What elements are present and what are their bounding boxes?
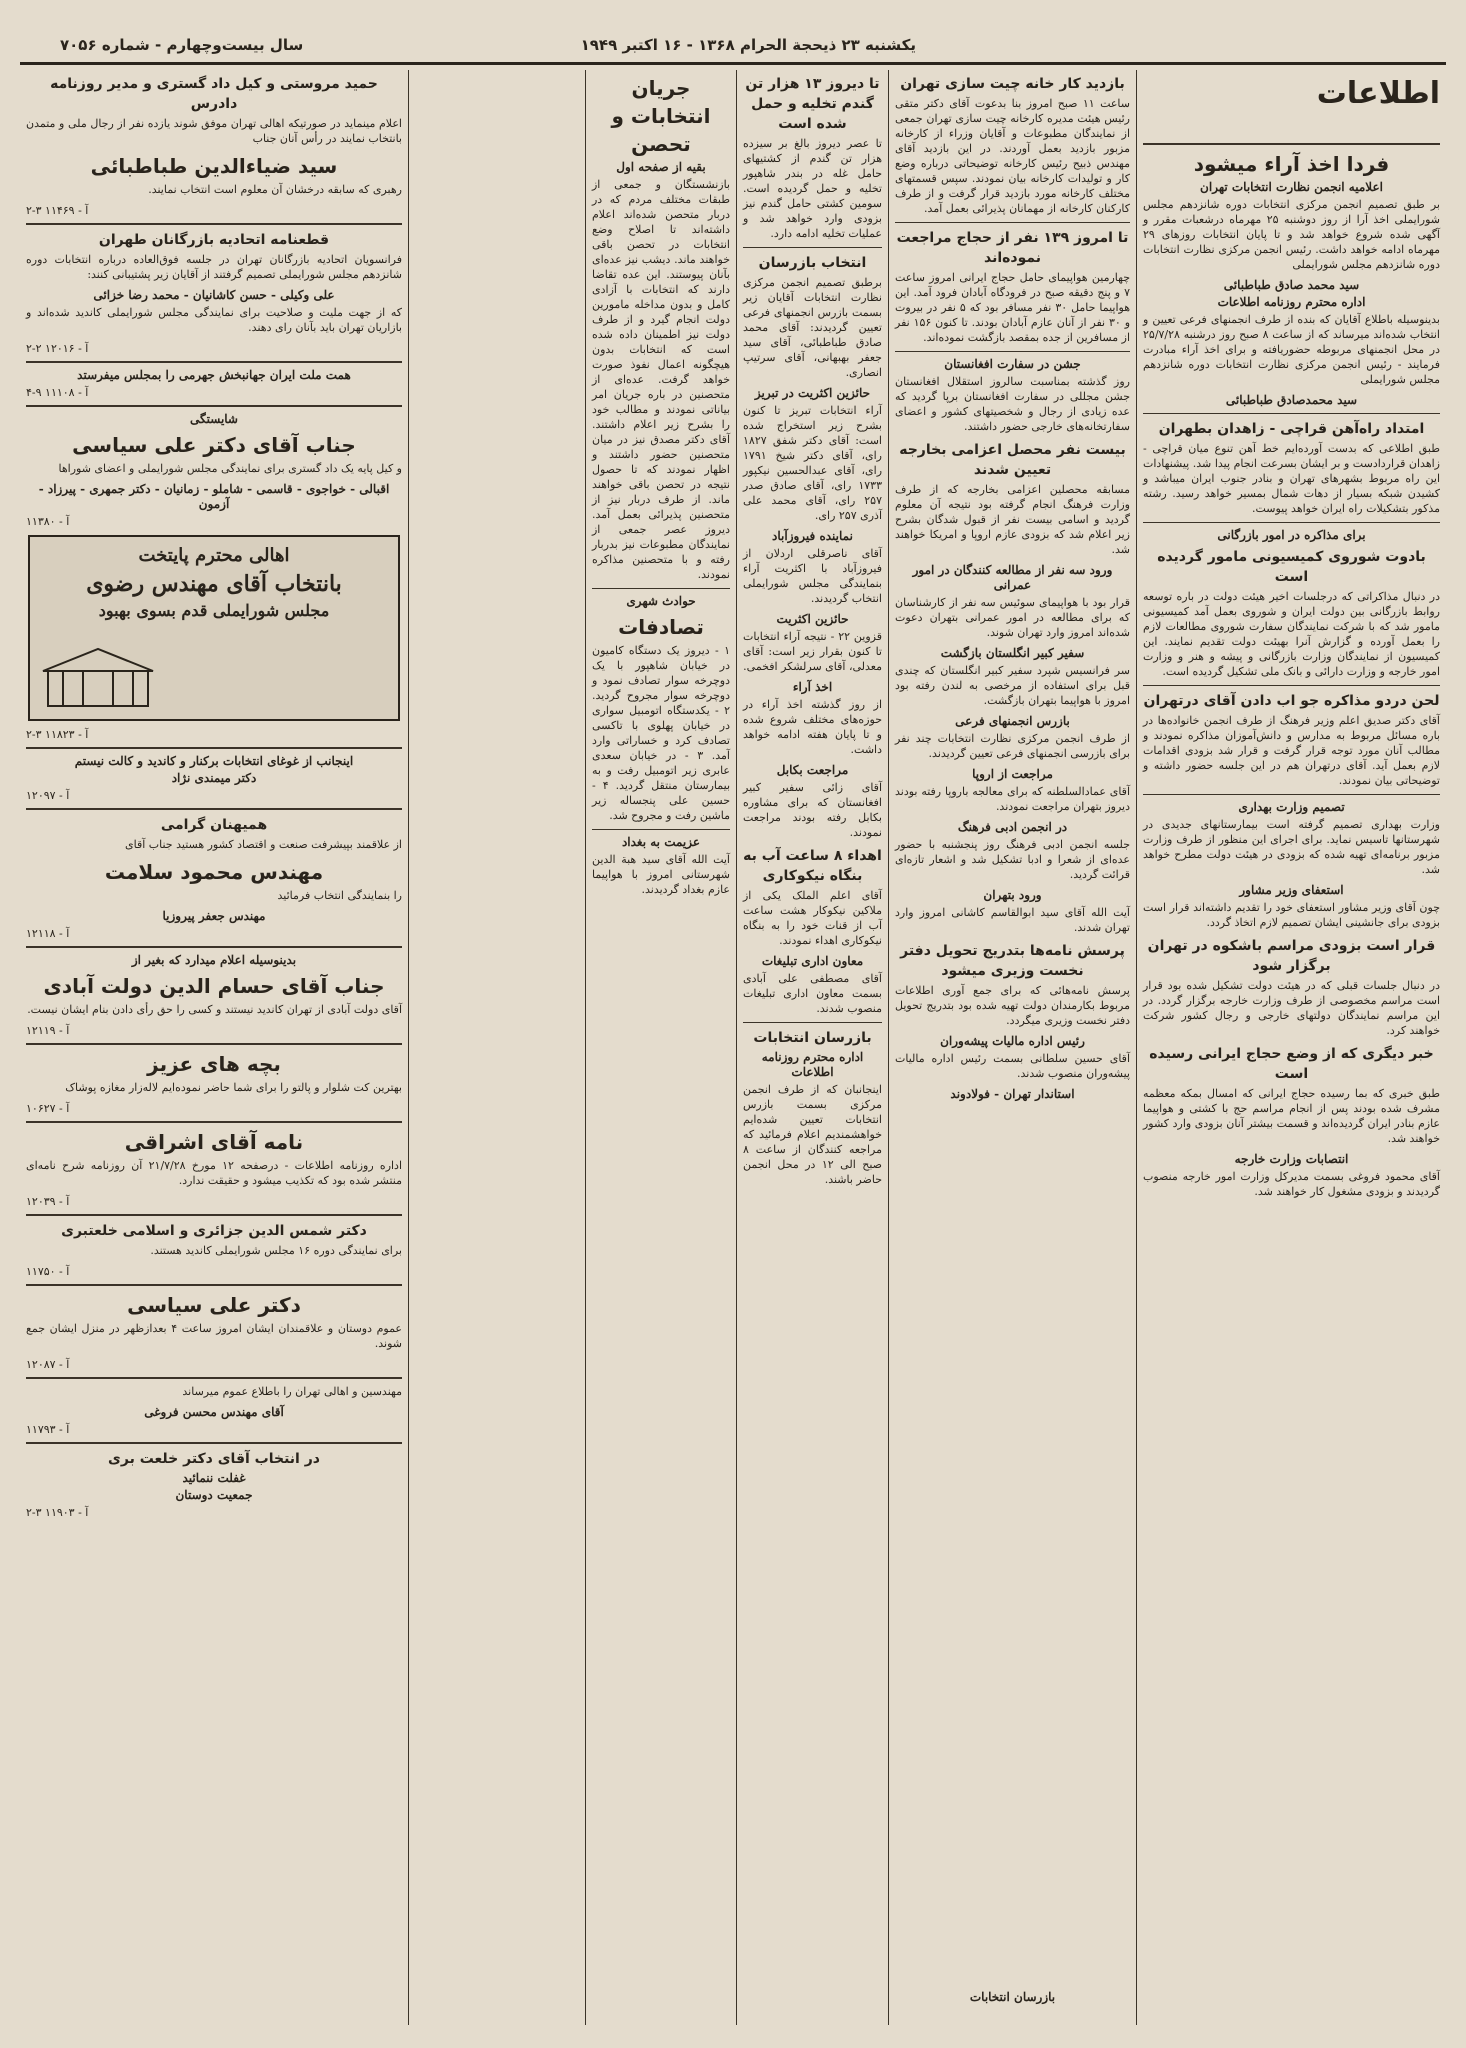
top-rule xyxy=(20,62,1446,65)
headline: تا دیروز ۱۳ هزار تن گندم تخلیه و حمل شده است xyxy=(745,76,880,132)
ad-headline: قطعنامه اتحادیه بازرگانان طهران xyxy=(98,232,330,248)
subheadline: حائزین اکثریت در تبریز xyxy=(754,386,871,400)
article-text: آیت الله آقای سید ابوالقاسم کاشانی امروز وارد تهران شدند. xyxy=(895,906,1130,934)
article-text: ساعت ۱۱ صبح امروز بنا بدعوت آقای دکتر متقی رئیس هیئت مدیره کارخانه چیت سازی تهران جمعی از نمایندگان مطبوعات و آقایان وزراء از کارخانه مزبور بازدید بعمل آوردند. در این بازدید آقای مهندس ذبیح رئیس کارخانه توضیحاتی درباره وضع کار و تولیدات کارخانه بیان نمودند. سپس قسمتهای مختلف کارخانه مورد بازدید قرار گرفت و از طرف کارکنان کارخانه از مهمانان پذیرائی بعمل آمد. xyxy=(895,97,1130,215)
ad-text: مهندسین و اهالی تهران را باطلاع عموم میرساند xyxy=(182,1385,402,1398)
ad-name: آقای مهندس محسن فروغی xyxy=(144,1405,284,1419)
subheadline: رئیس اداره مالیات پیشه‌وران xyxy=(940,1034,1085,1048)
separator xyxy=(1143,522,1440,523)
headline: پرسش نامه‌ها بتدریج تحویل دفتر نخست وزیری میشود xyxy=(900,943,1125,979)
ad-text: و کیل پایه یک داد گستری برای نمایندگی مجلس شورایملی و اعضای شوراها xyxy=(58,462,402,475)
article-text: در دنبال مذاکراتی که درجلسات اخیر هیئت دولت در باره توسعه روابط بازرگانی بین دولت ایران و شوروی بعمل آمد کمیسیونی مامور شد که با شرکت نمایندگان سفارت شوروی مطالعات لازم را بعمل آورده و گزارش آنرا بهیئت دولت تقدیم نمایند. این کمیسیون از نمایندگان وزارت بازرگانی و پیشه و هنر و وزارت امور خارجه و وزارت دارائی و بانک ملی تشکیل گردیده است. xyxy=(1143,590,1440,678)
ad-text: برای نمایندگی دوره ۱۶ مجلس شورایملی کاندید هستند. xyxy=(150,1244,402,1257)
ad-headline: دکتر شمس الدین جزائری و اسلامی خلعتبری xyxy=(61,1223,367,1239)
separator xyxy=(26,747,402,749)
subheadline: برای مذاکره در امور بازرگانی xyxy=(1217,528,1366,542)
separator xyxy=(26,1377,402,1379)
article-text: برطبق تصمیم انجمن مرکزی نظارت انتخابات آقایان زیر بسمت بازرس انجمنهای فرعی تعیین گردیدند: آقای محمد صادق طباطبائی، آقای سید جعفر بهبهانی، آقای سرتیپ انصاری. xyxy=(743,276,882,379)
article-text: مسابقه محصلین اعزامی بخارجه که از طرف وزارت فرهنگ انجام گرفته بود نتیجه آن معلوم گردید و اسامی بیست نفر از قبول شدگان بشرح زیر اعلام شد که بزودی عازم اروپا و امریکا خواهند شد. xyxy=(895,483,1130,556)
separator xyxy=(895,351,1130,352)
ad-name: سید ضیاءالدین طباطبائی xyxy=(90,154,338,178)
article-text: بازنشستگان و جمعی از طبقات مختلف مردم که در دربار متحصن شده‌اند اعلام داشته‌اند تا اصلاح وضع انتخابات در تحصن باقی خواهند ماند. دیشب نیز عده‌ای بآنان پیوستند. این عده تقاضا دارند که انتخابات با آزادی کامل و بدون مداخله مامورین دولت انجام گیرد و از طرف دولت نیز اطمینان داده شده است که انتخابات بدون هیچگونه اعمال نفوذ صورت خواهد گرفت. عده‌ای از متحصنین در باره جریان امر بیاناتی نمودند و مطالب خود را بشرح زیر اعلام داشتند. آقای دکتر مصدق نیز در میان متحصنین حضور داشتند و اظهار نمودند که تا حصول نتیجه در تحصن باقی خواهند ماند. از طرف دربار نیز از متحصنین پذیرائی بعمل آمد. دیروز عصر جمعی از نمایندگان مطبوعات نیز بدربار رفته و با متحصنین مذاکره نمودند. xyxy=(592,178,730,581)
article-text: آقای زائی سفیر کبیر افغانستان که برای مشاوره بکابل رفته بودند مراجعت نمودند. xyxy=(743,781,882,839)
separator xyxy=(26,1284,402,1286)
ad-box-line: اهالی محترم پایتخت xyxy=(138,545,290,566)
ad-code: آ - ۱۱۳۸۰ xyxy=(26,515,70,528)
column-4 xyxy=(586,70,736,2025)
ad-box-line: بانتخاب آقای مهندس رضوی xyxy=(86,571,342,597)
headline: خبر دیگری که از وضع حجاج ایرانی رسیده است xyxy=(1149,1046,1434,1082)
separator xyxy=(26,808,402,810)
subheadline: استاندار تهران - فولادوند xyxy=(950,1087,1075,1101)
separator xyxy=(743,1022,882,1023)
ad-headline: نامه آقای اشراقی xyxy=(124,1130,304,1154)
article-text: چون آقای وزیر مشاور استعفای خود را تقدیم داشته‌اند قرار است بزودی برای جانشینی ایشان تصمیم لازم اتخاذ گردد. xyxy=(1143,901,1440,929)
ad-text: اداره روزنامه اطلاعات - درصفحه ۱۲ مورخ ۲۱/۷/۲۸ آن روزنامه شرح نامه‌ای منتشر شده بود که تکذیب میشود و حقیقت ندارد. xyxy=(26,1159,403,1187)
subheadline: بازرس انجمنهای فرعی xyxy=(955,714,1070,728)
ad-code: آ - ۱۲۱۱۹ xyxy=(26,1024,70,1037)
headline: بادوت شوروی کمیسیونی مامور گردیده است xyxy=(1157,549,1426,585)
column-divider xyxy=(408,70,409,2025)
subheadline: بقیه از صفحه اول xyxy=(616,160,706,174)
ad-name: جناب آقای دکتر علی سیاسی xyxy=(72,433,356,457)
headline: تا امروز ۱۳۹ نفر از حجاج مراجعت نموده‌اند xyxy=(896,230,1129,266)
ad-headline: بچه های عزیز xyxy=(147,1052,281,1076)
signature: سید محمد صادق طباطبائی xyxy=(1223,278,1360,292)
article-text: بر طبق تصمیم انجمن مرکزی انتخابات دوره شانزدهم مجلس شورایملی اخذ آرا از روز دوشنبه ۲۵ مهرماه درشعبات مقرر و آگهی شده شروع خواهد شد و تا پایان انتخابات روزهای ۲۹ مهرماه ادامه خواهد داشت. رئیس انجمن مرکزی نظارت انتخابات دوره شانزدهم مجلس شورایملی xyxy=(1143,198,1440,271)
ad-code: آ - ۱۰۶۲۷ xyxy=(26,1102,70,1115)
subheadline: حوادث شهری xyxy=(626,594,696,608)
ad-code: ۴-۹ آ - ۱۱۱۰۸ xyxy=(26,386,89,399)
separator xyxy=(26,1121,402,1123)
ad-box-line: مجلس شورایملی قدم بسوی بهبود xyxy=(98,601,330,620)
ad-text: بهترین کت شلوار و پالتو را برای شما حاضر نموده‌ایم لاله‌زار مغازه پوشاک xyxy=(65,1081,402,1094)
subheadline: سفیر کبیر انگلستان بازگشت xyxy=(940,646,1085,660)
headline: انتخاب بازرسان xyxy=(758,255,867,271)
article-text: سر فرانسیس شپرد سفیر کبیر انگلستان که چندی قبل برای استفاده از مرخصی به لندن رفته بود امروز با هواپیما بتهران بازگشت. xyxy=(895,664,1130,707)
dateline xyxy=(20,36,1446,62)
ad-text: آقای دولت آبادی از تهران کاندید نیستند و کسی را حق رأی دادن بنام ایشان نیست. xyxy=(27,1003,402,1016)
ad-text: فرانسویان اتحادیه بازرگانان تهران در جلسه فوق‌العاده درباره انتخابات دوره شانزدهم مجلس شورایملی تصمیم گرفتند از آقایان زیر پشتیبانی کنند: xyxy=(26,253,402,281)
subheadline: مراجعت بکابل xyxy=(776,763,849,777)
article-text: از روز گذشته اخذ آراء در حوزه‌های مختلف شروع شده و تا پایان هفته ادامه خواهد داشت. xyxy=(743,698,882,756)
column-5-ads xyxy=(20,70,408,2025)
ad-headline: همیهنان گرامی xyxy=(160,817,268,833)
ad-code: ۲-۳ آ - ۱۱۴۶۹ xyxy=(26,204,89,217)
article-text: چهارمین هواپیمای حامل حجاج ایرانی امروز ساعت ۷ و پنج دقیقه صبح در فرودگاه آبادان فرود آمد. این هواپیما حامل ۳۰ نفر مسافر بود که ۵ نفر در بیروت و ۳۰ نفر از آنان عازم آبادان بودند. تا کنون ۱۵۶ نفر از مسافرین از جده بمقصد بازگشت نموده‌اند. xyxy=(895,271,1131,344)
article-text: آقای عمادالسلطنه که برای معالجه باروپا رفته بودند دیروز بتهران مراجعت نمودند. xyxy=(895,785,1130,813)
subheadline: اداره محترم روزنامه اطلاعات xyxy=(761,1050,864,1079)
ad-names: اقبالی - خواجوی - قاسمی - شاملو - زمانیان - دکتر جمهری - پیرزاد - آزمون xyxy=(38,482,390,511)
ad-code: ۲-۳ آ - ۱۱۹۰۳ xyxy=(26,1506,89,1519)
article-text: از طرف انجمن مرکزی نظارت انتخابات چند نفر برای بازرسی انجمنهای فرعی تعیین گردیدند. xyxy=(895,732,1130,760)
ad-headline: اینجانب از غوغای انتخابات برکنار و کاندید و کالت نیستم xyxy=(74,754,354,768)
article-text: بدینوسیله باطلاع آقایان که بنده از طرف انجمنهای فرعی تعیین و انتخاب شده‌اند میرساند که از ساعت ۸ صبح روز درشنبه ۲۵/۷/۲۸ در محل انجمنهای مربوطه حضوریافته و برای اخذ آراء مبادرت فرمایند - رئیس انجمن مرکزی نظارت انتخابات دوره شانزدهم مجلس شورایملی xyxy=(1143,313,1440,386)
subheadline: نماینده فیروزآباد xyxy=(772,529,853,543)
separator xyxy=(26,361,402,363)
signature: سید محمدصادق طباطبائی xyxy=(1225,393,1358,407)
article-text: آیت الله آقای سید هبة الدین شهرستانی امروز با هواپیما عازم بغداد گردیدند. xyxy=(592,853,730,896)
issue-line: سال بیست‌وچهارم - شماره ۷۰۵۶ xyxy=(60,36,304,54)
article-text: قرار بود با هواپیمای سوئیس سه نفر از کارشناسان که برای مطالعه در امور عمرانی بتهران دعوت شده‌اند امروز وارد تهران شوند. xyxy=(895,596,1130,639)
ad-headline: دکتر علی سیاسی xyxy=(127,1293,301,1317)
separator xyxy=(26,946,402,948)
ad-headline: در انتخاب آقای دکتر خلعت بری xyxy=(108,1451,320,1467)
separator xyxy=(592,829,730,830)
headline: امتداد راه‌آهن قراچی - زاهدان بطهران xyxy=(1158,421,1425,437)
ad-headline: شایستگی xyxy=(189,412,238,426)
ad-signature: مهندس جعفر پیروزیا xyxy=(162,909,266,923)
ad-code: آ - ۱۲۰۸۷ xyxy=(26,1358,70,1371)
headline: لحن دردو مذاکره جو اب دادن آقای درتهران xyxy=(1143,693,1440,709)
ad-code: آ - ۱۲۱۱۸ xyxy=(26,927,70,940)
subheadline: اعلامیه انجمن نظارت انتخابات تهران xyxy=(1200,180,1383,194)
separator xyxy=(1143,685,1440,686)
article-text: تا عصر دیروز بالغ بر سیزده هزار تن گندم از کشتیهای حامل غله در بندر شاهپور تخلیه و حمل گردیده است. سومین کشتی حامل گندم نیز بزودی وارد خواهد شد و عملیات تخلیه ادامه دارد. xyxy=(743,137,882,240)
column-2 xyxy=(889,70,1136,2025)
article-text: اینجانبان که از طرف انجمن مرکزی بسمت بازرس انتخابات تعیین شده‌ایم خواهشمندیم اعلام فرمائید که مراجعه کنندگان از ساعت ۸ صبح الی ۱۲ در محل انجمن حاضر باشند. xyxy=(743,1083,882,1186)
subheadline: معاون اداری تبلیغات xyxy=(761,954,864,968)
ad-code: آ - ۱۲۰۹۷ xyxy=(26,789,70,802)
subheadline: حائزین اکثریت xyxy=(776,612,849,626)
article-text: روز گذشته بمناسبت سالروز استقلال افغانستان جشن مجللی در سفارت افغانستان برپا گردید که عده زیادی از رجال و شخصیتهای کشور و اعضای سفارتخانه‌های خارجی حضور داشتند. xyxy=(895,375,1130,433)
article-text: آقای دکتر صدیق اعلم وزیر فرهنگ از طرف انجمن خانواده‌ها در باره مسائل مربوط به مدارس و دانش‌آموزان مذاکره نمودند و مطالب آنان مورد توجه قرار گرفت و قرار شد بزودی اقدامات لازم بعمل آید. آقای درتهران هم در این جلسه حضور داشته و توضیحاتی بیان نمودند. xyxy=(1143,714,1440,787)
subheadline: عزیمت به بغداد xyxy=(621,835,701,849)
ad-code: آ - ۱۱۷۵۰ xyxy=(26,1265,70,1278)
ad-code: ۲-۳ آ - ۱۱۸۲۳ xyxy=(26,728,89,741)
column-2-footer: بازرسان انتخابات xyxy=(969,1990,1056,2004)
masthead-title: اطلاعات xyxy=(1316,76,1440,111)
article-text: آقای محمود فروغی بسمت مدیرکل وزارت امور خارجه منصوب گردیدند و بزودی مشغول کار خواهند شد. xyxy=(1143,1170,1440,1198)
parliament-building-icon xyxy=(38,641,158,711)
separator xyxy=(592,588,730,589)
article-text: وزارت بهداری تصمیم گرفته است بیمارستانهای جدیدی در شهرستانها تاسیس نماید. برای اجرای این منظور از طرف وزارت مزبور برنامه‌ای تهیه شده که بزودی در هیئت دولت مطرح خواهد شد. xyxy=(1143,818,1440,876)
subheadline: اخذ آراء xyxy=(792,680,833,694)
ad-text: اعلام مینماید در صورتیکه اهالی تهران موفق شوند یازده نفر از رجال ملی و متمدن بانتخاب نمایند در رأس آنان جناب xyxy=(26,117,402,145)
separator xyxy=(26,1214,402,1216)
separator xyxy=(26,1043,402,1045)
ad-text: عموم دوستان و علاقمندان ایشان امروز ساعت ۴ بعدازظهر در منزل ایشان جمع شوند. xyxy=(26,1322,402,1350)
illustrated-ad-box xyxy=(28,535,400,721)
headline: بیست نفر محصل اعزامی بخارجه تعیین شدند xyxy=(899,442,1126,478)
article-text: آراء انتخابات تبریز تا کنون بشرح زیر استخراج شده است: آقای دکتر شفق ۱۸۲۷ رای، آقای دکتر شیخ ۱۷۹۱ رای، آقای عبدالحسین نیکپور ۱۷۳۳ رای، آقای صادق صدر ۲۵۷ رای، آقای محمد علی آذری ۲۵۷ رای. xyxy=(743,404,882,522)
ad-text: را بنمایندگی انتخاب فرمائید xyxy=(277,889,402,902)
subheadline: ورود بتهران xyxy=(983,888,1042,902)
separator xyxy=(1143,413,1440,414)
ad-headline: بدینوسیله اعلام میدارد که بغیر از xyxy=(131,953,297,967)
article-text: آقای حسین سلطانی بسمت رئیس اداره مالیات پیشه‌وران منصوب شدند. xyxy=(895,1052,1130,1080)
ad-text: که از جهت ملیت و صلاحیت برای نمایندگی مجلس شورایملی کاندید شده‌اند و بازاریان تهران باید بآنان رای دهند. xyxy=(26,306,402,334)
ad-code: ۲-۲ آ - ۱۲۰۱۶ xyxy=(26,342,89,355)
ad-text: از علاقمند بپیشرفت صنعت و اقتصاد کشور هستید جناب آقای xyxy=(125,838,402,851)
headline: فردا اخذ آراء میشود xyxy=(1193,152,1390,176)
ad-text: غفلت ننمائید xyxy=(182,1471,246,1485)
article-text: در دنبال جلسات قبلی که در هیئت دولت تشکیل شده بود قرار است مراسم مخصوصی از طرف وزارت خارجه برگزار گردد. در این مراسم نمایندگان دولتهای خارجی و رجال کشور شرکت خواهند کرد. xyxy=(1143,979,1440,1037)
article-text: پرسش نامه‌هائی که برای جمع آوری اطلاعات مربوط بکارمندان دولت تهیه شده بود بتدریج تحویل دفتر نخست وزیری میگردد. xyxy=(895,984,1130,1027)
ad-signature: دکتر میمندی نژاد xyxy=(171,771,257,785)
ad-name: جناب آقای حسام الدین دولت آبادی xyxy=(43,974,385,998)
ad-signature: جمعیت دوستان xyxy=(175,1488,253,1502)
separator xyxy=(26,223,402,225)
ad-name: مهندس محمود سلامت xyxy=(104,860,324,884)
headline: اهداء ۸ ساعت آب به بنگاه نیکوکاری xyxy=(743,848,882,884)
ad-code: آ - ۱۱۷۹۳ xyxy=(26,1423,70,1436)
subheadline: ورود سه نفر از مطالعه کنندگان در امور عمرانی xyxy=(912,563,1113,592)
subheadline: انتصابات وزارت خارجه xyxy=(1234,1152,1349,1166)
separator xyxy=(1143,143,1440,145)
headline: بازرسان انتخابات xyxy=(753,1030,872,1046)
subheadline: جشن در سفارت افغانستان xyxy=(944,357,1081,371)
subheadline: در انجمن ادبی فرهنگ xyxy=(957,820,1068,834)
headline: قرار است بزودی مراسم باشکوه در تهران برگزار شود xyxy=(1147,938,1436,974)
headline: بازدید کار خانه چیت سازی تهران xyxy=(900,76,1125,92)
article-text: طبق اطلاعی که بدست آورده‌ایم خط آهن تنوع میان قراچی - زاهدان قراردادست و بر ایشان بسرعت انجام پیدا شد. پیشنهادات این راه مربوط بشهرهای تهران و بنادر جنوب ایران میباشد و کشیدن شبکه بسیار از دهات شمال بمسیر خواهد رسید. رشته مذکور بتشکیلات راه ایران خواهد پیوست. xyxy=(1143,442,1440,515)
date-line: یکشنبه ۲۳ ذیحجة الحرام ۱۳۶۸ - ۱۶ اکتبر ۱۹۴۹ xyxy=(580,36,916,54)
subheadline: اداره محترم روزنامه اطلاعات xyxy=(1217,295,1366,309)
article-text: جلسه انجمن ادبی فرهنگ روز پنجشنبه با حضور عده‌ای از شعرا و ادبا تشکیل شد و اشعار تازه‌ای قرائت گردید. xyxy=(895,838,1130,881)
ad-names: علی وکیلی - حسن کاشانیان - محمد رضا خزائی xyxy=(93,288,335,302)
subheadline: استعفای وزیر مشاور xyxy=(1239,883,1344,897)
article-text: ۱ - دیروز یک دستگاه کامیون در خیابان شاهپور با یک دوچرخه سوار تصادف نمود و دوچرخه سوار مجروح گردید. ۲ - یکدستگاه اتومبیل سواری در خیابان پهلوی با تاکسی تصادف کرد و خساراتی وارد آمد. ۳ - در خیابان سعدی عابری زیر اتومبیل رفت و به بیمارستان منتقل گردید. ۴ - حسین علی پنجساله زیر ماشین رفت و مجروح شد. xyxy=(592,644,731,822)
ad-headline: همت ملت ایران جهانبخش جهرمی را بمجلس میفرستد xyxy=(77,368,351,382)
separator xyxy=(895,222,1130,223)
subheadline: تصمیم وزارت بهداری xyxy=(1238,800,1345,814)
separator xyxy=(743,247,882,248)
article-text: آقای ناصرقلی اردلان از فیروزآباد با اکثریت آراء بنمایندگی مجلس شورایملی انتخاب گردیدند. xyxy=(743,547,882,605)
separator xyxy=(1143,794,1440,795)
article-text: طبق خبری که بما رسیده حجاج ایرانی که امسال بمکه معظمه مشرف شده بودند پس از انجام مراسم حج با کشتی و هواپیما عازم بنادر ایران گردیده‌اند و قسمت بیشتر آنان بزودی وارد کشور خواهند شد. xyxy=(1143,1087,1440,1145)
column-3 xyxy=(737,70,888,2025)
masthead-area xyxy=(1143,74,1440,138)
subheadline: مراجعت از اروپا xyxy=(972,767,1053,781)
headline: تصادفات xyxy=(618,615,704,639)
separator xyxy=(26,405,402,407)
article-text: آقای اعلم الملک یکی از ملاکین نیکوکار هشت ساعت آب از قنات خود را به بنگاه نیکوکاری اهداء نمودند. xyxy=(743,889,882,947)
article-text: قزوین ۲۲ - نتیجه آراء انتخابات تا کنون بقرار زیر است: آقای معدلی، آقای سرلشکر افخمی. xyxy=(743,630,883,673)
column-1 xyxy=(1137,70,1446,2025)
ad-headline: حمید مروستی و کیل داد گستری و مدیر روزنامه دادرس xyxy=(50,76,378,112)
ad-code: آ - ۱۲۰۳۹ xyxy=(26,1195,70,1208)
article-text: آقای مصطفی علی آبادی بسمت معاون اداری تبلیغات منصوب شدند. xyxy=(743,972,882,1015)
separator xyxy=(26,1442,402,1444)
headline: جریان انتخابات و تحصن xyxy=(611,76,711,156)
ad-text: رهبری که سابقه درخشان آن معلوم است انتخاب نمایند. xyxy=(148,183,402,196)
